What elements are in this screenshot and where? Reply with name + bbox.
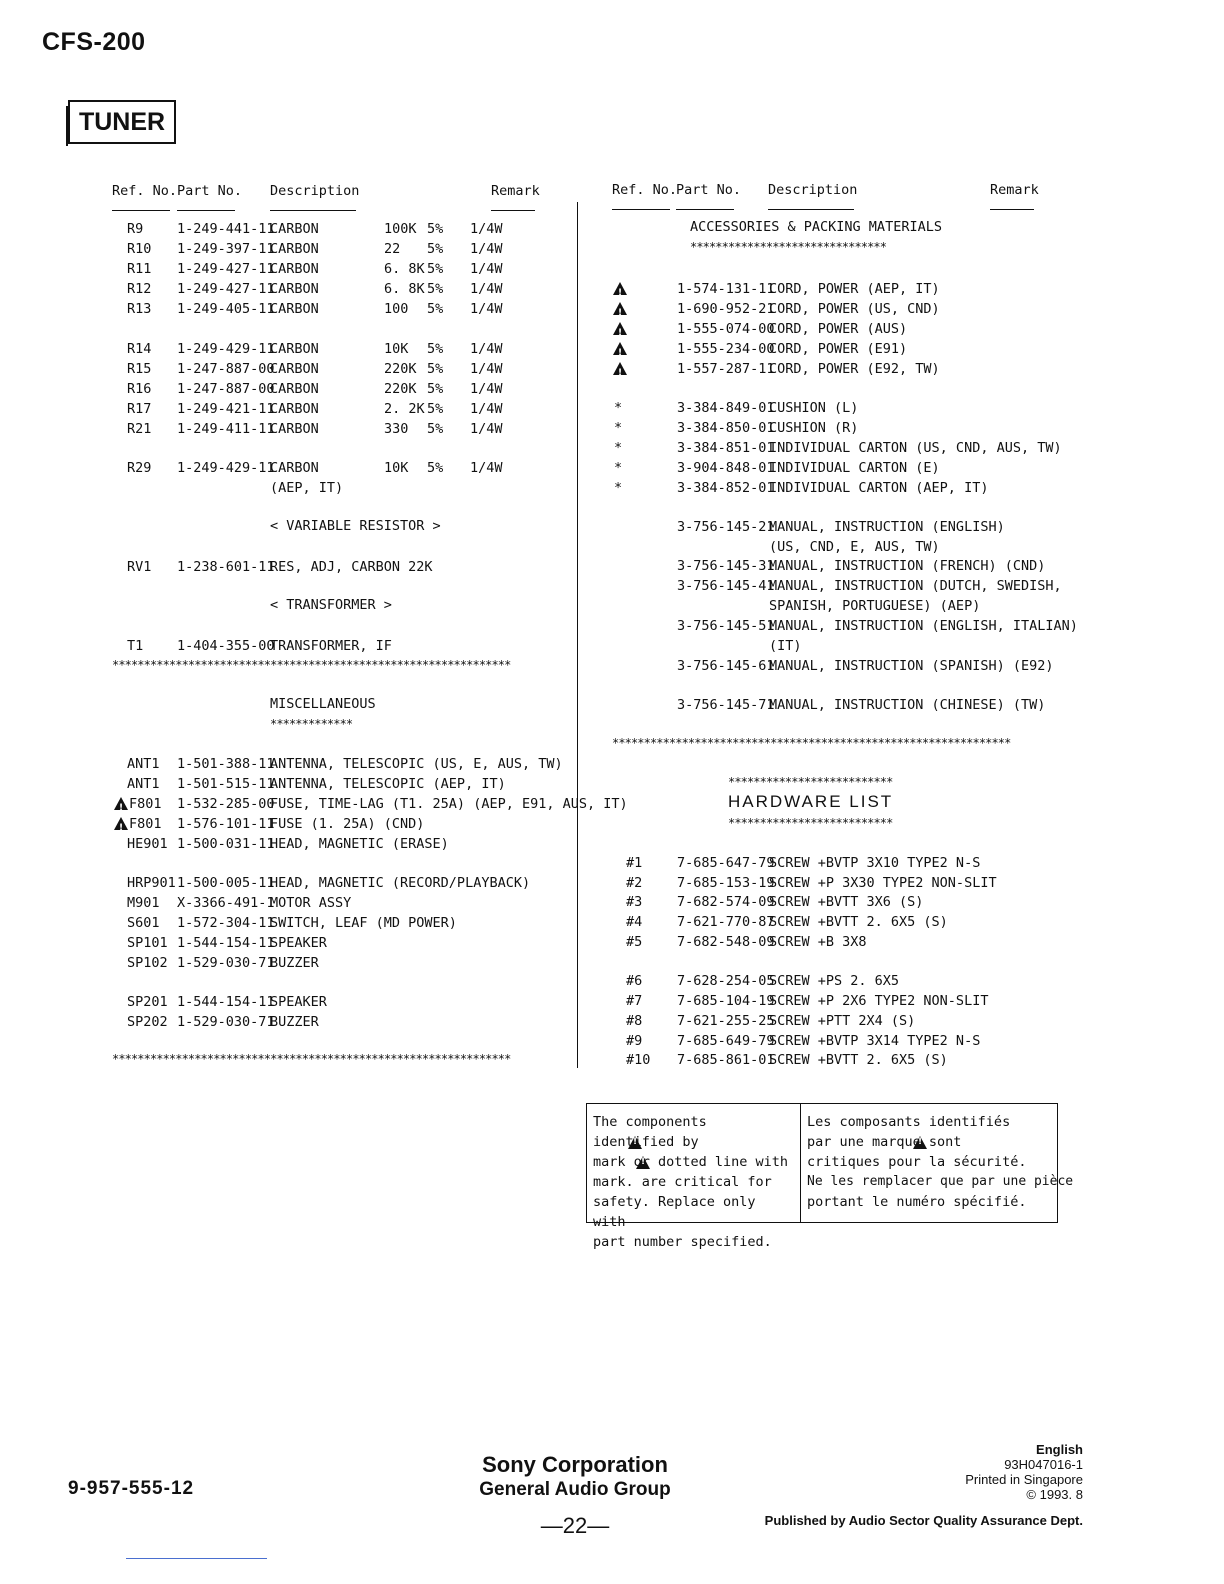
part-cell: 7-685-647-79 [677,855,775,871]
header-remark: Remark [990,182,1039,198]
desc-cell: TRANSFORMER, IF [270,638,392,654]
tolerance-cell: 5% [427,401,444,417]
notice-line: Ne les remplacer que par une pièce [807,1174,1074,1189]
list-item [0,418,1224,438]
part-cell: 1-238-601-11 [177,559,275,575]
value-cell: 10K [384,460,409,476]
safety-notice [586,1103,1074,1250]
tolerance-cell: 5% [427,241,444,257]
desc-cell: CARBON [270,460,319,476]
desc-cell: CARBON [270,281,319,297]
part-cell: 1-500-005-11 [177,875,275,891]
desc-cell: MOTOR ASSY [270,895,352,911]
wattage-cell: 1/4W [470,341,503,357]
table-row [0,814,577,834]
part-cell: 7-621-770-87 [677,914,775,930]
separator-stars: *************************************************************** [112,658,511,672]
table-row [0,794,628,814]
asterisk-mark: * [614,440,623,456]
ref-cell: R14 [127,341,152,357]
group-name: General Audio Group [479,1479,671,1500]
part-cell: 1-247-887-00 [177,361,275,377]
notice-line: part number specified. [593,1234,772,1250]
header-part: Part No. [177,183,243,199]
desc-cell: FUSE (1. 25A) (CND) [270,816,425,832]
table-row [0,1031,1224,1051]
publisher: Published by Audio Sector Quality Assurance Dept. [764,1513,1083,1528]
table-row [0,834,577,854]
list-item [0,339,1224,359]
header-underline [270,210,356,211]
header-description: Description [768,182,858,198]
notice-line: critiques pour la sécurité. [807,1154,1027,1170]
table-row [0,932,1224,952]
print-code: 93H047016-1 [1004,1457,1083,1472]
part-cell: 1-532-285-00 [177,796,275,812]
desc-cell: (AEP, IT) [270,480,344,496]
desc-cell: CARBON [270,221,319,237]
desc-cell: CORD, POWER (AEP, IT) [769,281,940,297]
part-cell: 1-501-388-11 [177,756,275,772]
desc-cell: CUSHION (L) [769,400,859,416]
hardware-stars: ************************** [728,816,893,830]
ref-cell: SP201 [127,994,168,1010]
ref-cell: F801 [129,816,162,832]
part-cell: 7-685-649-79 [677,1033,775,1049]
header-underline [990,209,1034,210]
part-cell: X-3366-491-1 [177,895,275,911]
ref-cell: #8 [626,1013,643,1029]
print-date: © 1993. 8 [1026,1487,1083,1502]
desc-cell: SCREW +PS 2. 6X5 [769,973,900,989]
ref-cell: HRP901 [127,875,176,891]
desc-cell: FUSE, TIME-LAG (T1. 25A) (AEP, E91, AUS, IT) [270,796,628,812]
list-item [0,517,1224,537]
ref-cell: R15 [127,361,152,377]
warning-triangle-icon [613,362,627,375]
desc-cell: CORD, POWER (US, CND) [769,301,940,317]
footer-link-line [126,1558,267,1559]
desc-cell: BUZZER [270,1014,319,1030]
part-cell: 3-756-145-51 [677,618,775,634]
part-cell: 7-685-104-19 [677,993,775,1009]
part-cell: 3-384-851-01 [677,440,775,456]
table-row [0,1050,1224,1070]
notice-french [807,1112,1074,1212]
desc-cell: CUSHION (R) [769,420,859,436]
ref-cell: #3 [626,894,643,910]
printed-location: Printed in Singapore [965,1472,1083,1487]
tolerance-cell: 5% [427,460,444,476]
ref-cell: R11 [127,261,152,277]
part-cell: 1-501-515-11 [177,776,275,792]
part-cell: 1-529-030-71 [177,955,275,971]
wattage-cell: 1/4W [470,221,503,237]
header-remark: Remark [491,183,540,199]
ref-cell: #4 [626,914,643,930]
part-cell: 3-904-848-01 [677,460,775,476]
desc-cell: MANUAL, INSTRUCTION (CHINESE) (TW) [769,697,1046,713]
accessories-heading: ACCESSORIES & PACKING MATERIALS [690,219,942,235]
separator-stars: *************************************************************** [612,736,1011,750]
table-row [0,1011,1224,1031]
hardware-stars: ************************** [728,775,893,789]
ref-cell: R21 [127,421,152,437]
header-underline [491,210,535,211]
part-cell: 1-529-030-71 [177,1014,275,1030]
desc-cell: CARBON [270,381,319,397]
part-cell: 1-249-427-11 [177,261,275,277]
table-row [0,953,577,973]
part-cell: 1-247-887-00 [177,381,275,397]
table-row [0,259,577,279]
desc-cell: CORD, POWER (E92, TW) [769,361,940,377]
misc-stars: ************* [270,717,353,731]
desc-cell: SPANISH, PORTUGUESE) (AEP) [769,598,981,614]
notice-line: portant le numéro spécifié. [807,1194,1027,1210]
ref-cell: M901 [127,895,160,911]
list-item [0,398,1224,418]
table-row [0,754,577,774]
tolerance-cell: 5% [427,361,444,377]
part-cell: 1-249-421-11 [177,401,275,417]
part-cell: 1-555-234-00 [677,341,775,357]
part-cell: 3-384-850-01 [677,420,775,436]
ref-cell: SP101 [127,935,168,951]
desc-cell: HEAD, MAGNETIC (ERASE) [270,836,449,852]
desc-cell: MANUAL, INSTRUCTION (SPANISH) (E92) [769,658,1054,674]
notice-line: safety. Replace only with [593,1194,756,1230]
part-cell: 7-682-574-09 [677,894,775,910]
desc-cell: SCREW +P 2X6 TYPE2 NON-SLIT [769,993,989,1009]
header-underline [177,210,235,211]
ref-cell: R16 [127,381,152,397]
desc-cell: CARBON [270,401,319,417]
part-cell: 3-756-145-21 [677,519,775,535]
wattage-cell: 1/4W [470,281,503,297]
ref-cell: R9 [127,221,144,237]
table-row [0,873,1224,893]
ref-cell: #7 [626,993,643,1009]
hardware-list-title: HARDWARE LIST [728,792,894,811]
list-item [0,438,1224,458]
asterisk-mark: * [614,400,623,416]
wattage-cell: 1/4W [470,241,503,257]
list-item [0,319,1224,339]
header-description: Description [270,183,360,199]
part-cell: 3-756-145-41 [677,578,775,594]
warning-triangle-icon [613,282,627,295]
value-cell: 22 [384,241,401,257]
warning-triangle-icon [613,302,627,315]
value-cell: 100 [384,301,409,317]
header-underline [612,209,670,210]
asterisk-mark: * [614,420,623,436]
part-cell: 1-572-304-11 [177,915,275,931]
ref-cell: ANT1 [127,756,160,772]
tolerance-cell: 5% [427,381,444,397]
desc-cell: SCREW +BVTP 3X10 TYPE2 N-S [769,855,981,871]
header-ref: Ref. No. [612,182,678,198]
table-row [0,239,577,259]
ref-cell: F801 [129,796,162,812]
notice-line: The components identified by [593,1114,707,1150]
notice-line: Les composants identifiés [807,1114,1011,1130]
desc-cell: MANUAL, INSTRUCTION (FRENCH) (CND) [769,558,1046,574]
wattage-cell: 1/4W [470,460,503,476]
desc-cell: INDIVIDUAL CARTON (AEP, IT) [769,480,989,496]
part-cell: 1-500-031-11 [177,836,275,852]
desc-cell: INDIVIDUAL CARTON (US, CND, AUS, TW) [769,440,1062,456]
transformer-heading: < TRANSFORMER > [270,597,392,613]
value-cell: 330 [384,421,409,437]
warning-triangle-icon [613,342,627,355]
part-cell: 7-685-861-01 [677,1052,775,1068]
part-cell: 7-682-548-09 [677,934,775,950]
desc-cell: CORD, POWER (E91) [769,341,908,357]
warning-triangle-icon [628,1136,642,1149]
ref-cell: SP102 [127,955,168,971]
ref-cell: R29 [127,460,152,476]
list-item [0,636,1224,656]
wattage-cell: 1/4W [470,301,503,317]
table-row [0,853,1224,873]
table-row [0,219,577,239]
ref-cell: #2 [626,875,643,891]
section-title: TUNER [68,100,176,144]
notice-divider [800,1104,801,1222]
header-underline [768,209,854,210]
warning-triangle-icon [913,1136,927,1149]
page-number: —22— [540,1513,610,1538]
notice-line: mark or dotted line with [593,1154,789,1170]
ref-cell: S601 [127,915,160,931]
language-label: English [1036,1442,1083,1457]
list-item [0,596,1224,616]
part-cell: 7-621-255-25 [677,1013,775,1029]
part-cell: 1-574-131-11 [677,281,775,297]
ref-cell: #10 [626,1052,651,1068]
part-cell: 3-384-849-01 [677,400,775,416]
warning-triangle-icon [114,797,128,810]
part-cell: 1-249-397-11 [177,241,275,257]
part-cell: 3-756-145-61 [677,658,775,674]
company-name: Sony Corporation [482,1452,668,1477]
list-item [0,279,1224,299]
warning-triangle-icon [114,817,128,830]
header-underline [112,210,170,211]
value-cell: 6. 8K [384,261,425,277]
ref-cell: HE901 [127,836,168,852]
ref-cell: T1 [127,638,144,654]
wattage-cell: 1/4W [470,401,503,417]
part-cell: 3-756-145-31 [677,558,775,574]
tolerance-cell: 5% [427,221,444,237]
list-item [0,656,1224,676]
asterisk-mark: * [614,480,623,496]
desc-cell: SCREW +B 3X8 [769,934,867,950]
list-item [0,478,1224,498]
wattage-cell: 1/4W [470,381,503,397]
ref-cell: ANT1 [127,776,160,792]
tolerance-cell: 5% [427,421,444,437]
desc-cell: CARBON [270,241,319,257]
list-item [0,576,1224,596]
list-item [0,359,1224,379]
wattage-cell: 1/4W [470,261,503,277]
accessories-stars: ******************************* [690,240,887,254]
desc-cell: BUZZER [270,955,319,971]
ref-cell: #6 [626,973,643,989]
list-item [0,458,1224,478]
variable-resistor-heading: < VARIABLE RESISTOR > [270,518,441,534]
notice-line: par une marque sont [807,1134,962,1150]
value-cell: 2. 2K [384,401,425,417]
part-cell: 1-544-154-11 [177,994,275,1010]
wattage-cell: 1/4W [470,361,503,377]
header-part: Part No. [676,182,742,198]
part-cell: 1-249-405-11 [177,301,275,317]
wattage-cell: 1/4W [470,421,503,437]
desc-cell: (US, CND, E, AUS, TW) [769,539,940,555]
tolerance-cell: 5% [427,281,444,297]
desc-cell: SWITCH, LEAF (MD POWER) [270,915,457,931]
notice-english [593,1112,793,1252]
table-row [0,912,1224,932]
list-item [0,537,1224,557]
desc-cell: SCREW +PTT 2X4 (S) [769,1013,916,1029]
part-cell: 1-555-074-00 [677,321,775,337]
ref-cell: SP202 [127,1014,168,1030]
part-cell: 1-690-952-21 [677,301,775,317]
table-row [0,991,1224,1011]
part-cell: 3-384-852-01 [677,480,775,496]
notice-line: mark. are critical for [593,1174,772,1190]
part-cell: 1-557-287-11 [677,361,775,377]
separator-stars: *************************************************************** [112,1052,511,1066]
desc-cell: CARBON [270,261,319,277]
ref-cell: #5 [626,934,643,950]
desc-cell: SCREW +BVTT 3X6 (S) [769,894,924,910]
header-underline [676,209,734,210]
value-cell: 100K [384,221,417,237]
value-cell: 220K [384,381,417,397]
ref-cell: RV1 [127,559,152,575]
desc-cell: (IT) [769,638,802,654]
ref-cell: R17 [127,401,152,417]
desc-cell: CARBON [270,341,319,357]
value-cell: 10K [384,341,409,357]
part-cell: 1-249-441-11 [177,221,275,237]
desc-cell: SCREW +BVTP 3X14 TYPE2 N-S [769,1033,981,1049]
ref-cell: R12 [127,281,152,297]
table-row [0,971,1224,991]
desc-cell: MANUAL, INSTRUCTION (ENGLISH) [769,519,1005,535]
ref-cell: R10 [127,241,152,257]
misc-heading: MISCELLANEOUS [270,696,376,712]
desc-cell: ANTENNA, TELESCOPIC (US, E, AUS, TW) [270,756,563,772]
desc-cell: INDIVIDUAL CARTON (E) [769,460,940,476]
desc-cell: CORD, POWER (AUS) [769,321,908,337]
desc-cell: RES, ADJ, CARBON 22K [270,559,433,575]
desc-cell: CARBON [270,361,319,377]
tolerance-cell: 5% [427,341,444,357]
part-cell: 3-756-145-71 [677,697,775,713]
desc-cell: SCREW +BVTT 2. 6X5 (S) [769,1052,948,1068]
part-cell: 1-404-355-00 [177,638,275,654]
part-cell: 1-544-154-11 [177,935,275,951]
list-item [0,299,1224,319]
table-row [0,379,577,399]
header-ref: Ref. No. [112,183,178,199]
desc-cell: HEAD, MAGNETIC (RECORD/PLAYBACK) [270,875,531,891]
table-row [0,892,1224,912]
desc-cell: ANTENNA, TELESCOPIC (AEP, IT) [270,776,506,792]
document-number: 9-957-555-12 [68,1478,195,1499]
tolerance-cell: 5% [427,301,444,317]
model-number: CFS-200 [42,28,146,56]
warning-triangle-icon [613,322,627,335]
desc-cell: CARBON [270,301,319,317]
part-cell: 1-249-411-11 [177,421,275,437]
desc-cell: MANUAL, INSTRUCTION (ENGLISH, ITALIAN) [769,618,1078,634]
part-cell: 1-249-429-11 [177,460,275,476]
desc-cell: SPEAKER [270,994,327,1010]
list-item [0,616,1224,636]
ref-cell: R13 [127,301,152,317]
tolerance-cell: 5% [427,261,444,277]
part-cell: 1-249-427-11 [177,281,275,297]
table-row [0,774,577,794]
part-cell: 7-628-254-05 [677,973,775,989]
desc-cell: SPEAKER [270,935,327,951]
ref-cell: #1 [626,855,643,871]
value-cell: 6. 8K [384,281,425,297]
desc-cell: SCREW +P 3X30 TYPE2 NON-SLIT [769,875,997,891]
part-cell: 1-576-101-11 [177,816,275,832]
part-cell: 7-685-153-19 [677,875,775,891]
value-cell: 220K [384,361,417,377]
list-item [0,556,1224,576]
warning-triangle-icon [636,1156,650,1169]
list-item [0,695,1224,715]
asterisk-mark: * [614,460,623,476]
desc-cell: CARBON [270,421,319,437]
desc-cell: SCREW +BVTT 2. 6X5 (S) [769,914,948,930]
part-cell: 1-249-429-11 [177,341,275,357]
desc-cell: MANUAL, INSTRUCTION (DUTCH, SWEDISH, [769,578,1062,594]
ref-cell: #9 [626,1033,643,1049]
